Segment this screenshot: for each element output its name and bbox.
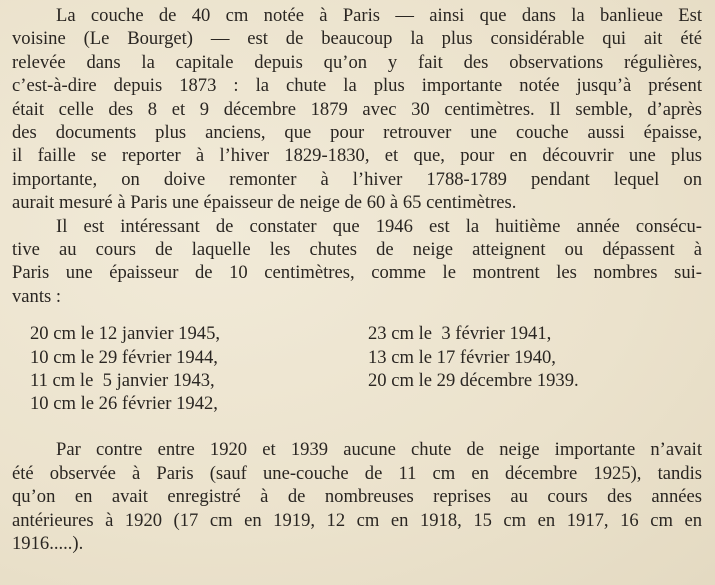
paragraph-1-line-6: des documents plus anciens, que pour retrouver une couche aussi épaisse, <box>12 122 702 144</box>
snowfall-entry: 11 cm le 5 janvier 1943, <box>30 370 215 392</box>
document-page <box>12 4 702 555</box>
snowfall-entry: 20 cm le 29 décembre 1939. <box>368 370 579 392</box>
snowfall-entry: 13 cm le 17 février 1940, <box>368 346 556 368</box>
snowfall-entry: 20 cm le 12 janvier 1945, <box>30 323 221 345</box>
snowfall-list <box>12 322 702 416</box>
snowfall-entry: 10 cm le 29 février 1944, <box>30 346 218 368</box>
paragraph-3-line-5: 1916.....). <box>12 532 84 554</box>
section-gap <box>12 416 702 438</box>
paragraph-1-line-5: était celle des 8 et 9 décembre 1879 avec 30 centimètres. Il semble, d’après <box>12 98 702 120</box>
paragraph-1-line-7: il faille se reporter à l’hiver 1829-1830, et que, pour en découvrir une plus <box>12 145 702 167</box>
paragraph-3-line-1: Par contre entre 1920 et 1939 aucune chute de neige importante n’avait <box>56 439 702 461</box>
paragraph-2-line-4: vants : <box>12 285 62 307</box>
paragraph-2-line-3: Paris une épaisseur de 10 centimètres, comme le montrent les nombres sui- <box>12 262 702 284</box>
snowfall-entry: 23 cm le 3 février 1941, <box>368 323 552 345</box>
paragraph-3-line-2: été observée à Paris (sauf une-couche de 11 cm en décembre 1925), tandis <box>12 462 702 484</box>
snowfall-list-right-column <box>368 322 579 392</box>
paragraph-1-line-4: c’est-à-dire depuis 1873 : la chute la plus importante notée jusqu’à présent <box>12 75 702 97</box>
paragraph-1-line-9: aurait mesuré à Paris une épaisseur de neige de 60 à 65 centimètres. <box>12 192 517 214</box>
paragraph-1-line-2: voisine (Le Bourget) — est de beaucoup la plus considérable qui ait été <box>12 28 702 50</box>
paragraph-3 <box>12 438 702 555</box>
snowfall-entry: 10 cm le 26 février 1942, <box>30 393 218 415</box>
paragraph-3-line-3: qu’on en avait enregistré à de nombreuses reprises au cours des années <box>12 486 702 508</box>
paragraph-2-line-1: Il est intéressant de constater que 1946 est la huitième année consécu- <box>56 215 702 237</box>
paragraph-2-line-2: tive au cours de laquelle les chutes de neige atteignent ou dépassent à <box>12 239 702 261</box>
paragraph-1-line-1: La couche de 40 cm notée à Paris — ainsi que dans la banlieue Est <box>56 5 702 26</box>
paragraph-1-line-3: relevée dans la capitale depuis qu’on y fait des observations régulières, <box>12 51 702 73</box>
paragraph-1-line-8: importante, on doive remonter à l’hiver 1788-1789 pendant lequel on <box>12 168 702 190</box>
paragraph-3-line-4: antérieures à 1920 (17 cm en 1919, 12 cm en 1918, 15 cm en 1917, 16 cm en <box>12 509 702 531</box>
paragraph-2 <box>12 215 702 309</box>
paragraph-1 <box>12 4 702 215</box>
snowfall-list-left-column <box>30 322 220 416</box>
